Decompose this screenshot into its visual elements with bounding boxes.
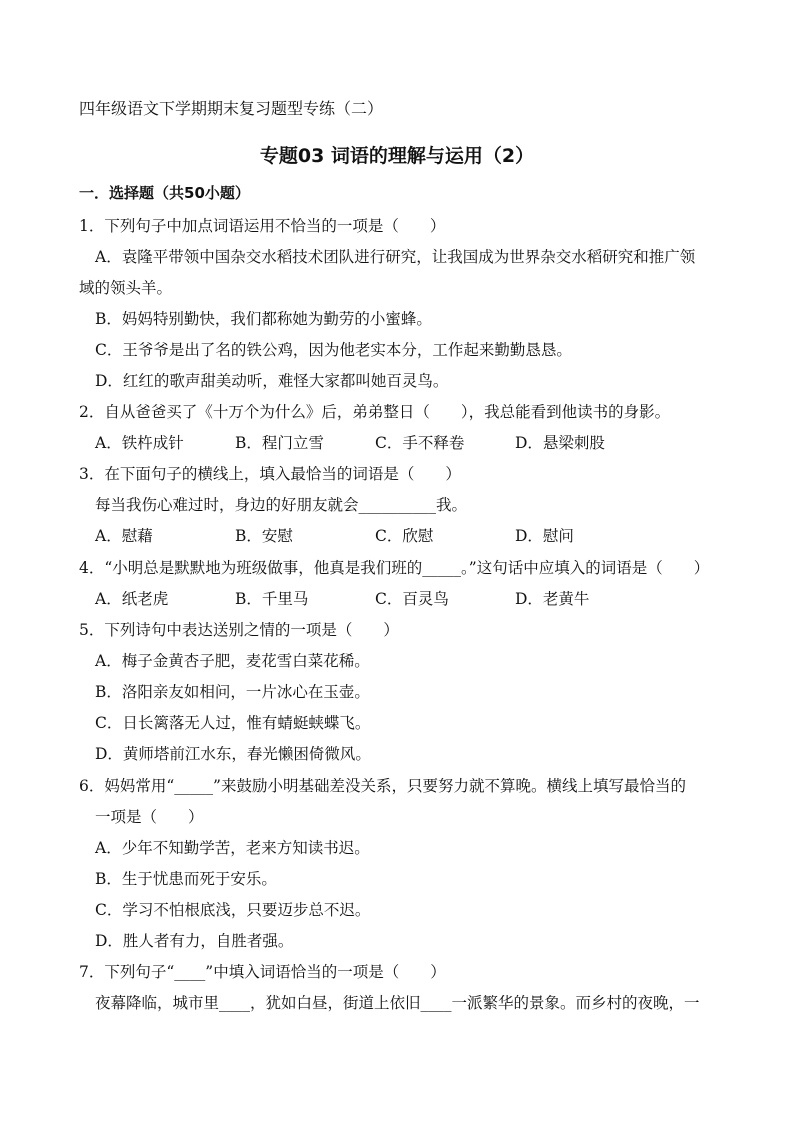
question-2-options — [95, 433, 755, 453]
question-5-option-c: C．日长篱落无人过，惟有蜻蜓蛱蝶飞。 — [95, 714, 371, 732]
section-heading: 一．选择题（共50小题） — [79, 184, 250, 202]
question-5-option-d: D．黄师塔前江水东，春光懒困倚微风。 — [95, 745, 371, 763]
question-7-sentence: 夜幕降临，城市里____，犹如白昼，街道上依旧____一派繁华的景象。而乡村的夜晚，一 — [95, 994, 700, 1012]
question-6-option-b: B．生于忧患而死于安乐。 — [95, 870, 277, 888]
question-1-option-a-cont: 域的领头羊。 — [79, 279, 173, 297]
question-1-option-c: C．王爷爷是出了名的铁公鸡，因为他老实本分，工作起来勤勤恳恳。 — [95, 341, 572, 359]
question-1-option-d: D．红红的歌声甜美动听，难怪大家都叫她百灵鸟。 — [95, 372, 449, 390]
question-4-option-c: C．百灵鸟 — [375, 590, 449, 608]
question-5-stem: 5．下列诗句中表达送别之情的一项是（ ） — [79, 621, 399, 639]
question-1-stem: 1．下列句子中加点词语运用不恰当的一项是（ ） — [79, 217, 446, 235]
question-3-options — [95, 526, 755, 546]
question-6-stem-cont: 一项是（ ） — [95, 808, 204, 826]
question-3-stem: 3．在下面句子的横线上，填入最恰当的词语是（ ） — [79, 465, 461, 483]
question-7-stem: 7．下列句子“____”中填入词语恰当的一项是（ ） — [79, 963, 446, 981]
document-subtitle: 四年级语文下学期期末复习题型专练（二） — [79, 99, 384, 118]
question-3-option-b: B．安慰 — [235, 527, 293, 545]
question-3-sentence: 每当我伤心难过时，身边的好朋友就会__________我。 — [95, 496, 468, 514]
question-4-options — [95, 589, 755, 609]
question-2-stem: 2．自从爸爸买了《十万个为什么》后，弟弟整日（ ），我总能看到他读书的身影。 — [79, 403, 671, 421]
question-4-option-d: D．老黄牛 — [515, 590, 590, 608]
question-2-option-a: A．铁杵成针 — [95, 434, 184, 452]
question-5-option-a: A．梅子金黄杏子肥，麦花雪白菜花稀。 — [95, 652, 370, 670]
question-3-option-c: C．欣慰 — [375, 527, 434, 545]
question-2-option-c: C．手不释卷 — [375, 434, 465, 452]
question-6-option-a: A．少年不知勤学苦，老来方知读书迟。 — [95, 839, 370, 857]
question-1-option-a: A．袁隆平带领中国杂交水稻技术团队进行研究，让我国成为世界杂交水稻研究和推广领 — [95, 248, 696, 266]
question-3-option-a: A．慰藉 — [95, 527, 153, 545]
question-6-stem: 6．妈妈常用“_____”来鼓励小明基础差没关系，只要努力就不算晚。横线上填写最恰当的 — [79, 777, 686, 795]
question-4-option-b: B．千里马 — [235, 590, 309, 608]
document-title: 专题03 词语的理解与运用（2） — [259, 145, 535, 167]
question-2-option-d: D．悬梁刺股 — [515, 434, 605, 452]
question-2-option-b: B．程门立雪 — [235, 434, 324, 452]
question-1-option-b: B．妈妈特别勤快，我们都称她为勤劳的小蜜蜂。 — [95, 310, 432, 328]
question-5-option-b: B．洛阳亲友如相问，一片冰心在玉壶。 — [95, 683, 370, 701]
question-4-stem: 4．“小明总是默默地为班级做事，他真是我们班的_____。”这句话中应填入的词语是（ ） — [79, 559, 710, 577]
question-6-option-c: C．学习不怕根底浅，只要迈步总不迟。 — [95, 901, 371, 919]
question-3-option-d: D．慰问 — [515, 527, 574, 545]
question-4-option-a: A．纸老虎 — [95, 590, 169, 608]
question-6-option-d: D．胜人者有力，自胜者强。 — [95, 932, 294, 950]
